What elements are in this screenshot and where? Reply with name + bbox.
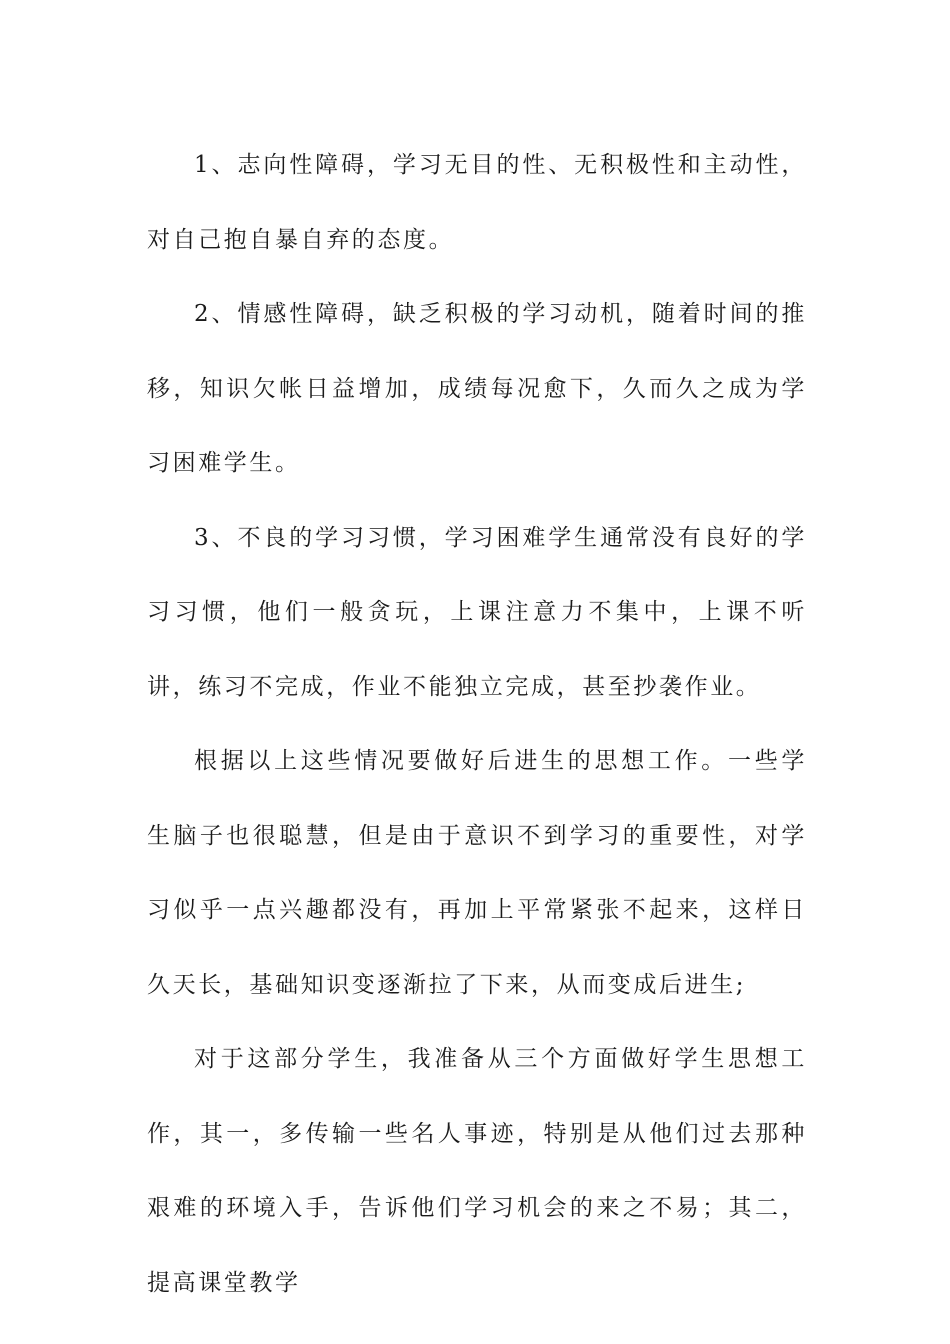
document-body — [147, 128, 807, 1320]
paragraph-3: 3、不良的学习习惯，学习困难学生通常没有良好的学习习惯，他们一般贪玩，上课注意力不集中，上课不听讲，练习不完成，作业不能独立完成，甚至抄袭作业。 — [147, 524, 807, 700]
paragraph-2: 2、情感性障碍，缺乏积极的学习动机，随着时间的推移，知识欠帐日益增加，成绩每况愈下，久而久之成为学习困难学生。 — [147, 301, 807, 476]
paragraph-4: 根据以上这些情况要做好后进生的思想工作。一些学生脑子也很聪慧，但是由于意识不到学习的重要性，对学习似乎一点兴趣都没有，再加上平常紧张不起来，这样日久天长，基础知识变逐渐拉了下来，从而变成后进生; — [147, 748, 807, 998]
paragraph-1: 1、志向性障碍，学习无目的性、无积极性和主动性，对自己抱自暴自弃的态度。 — [147, 152, 807, 253]
paragraph-5: 对于这部分学生，我准备从三个方面做好学生思想工作，其一，多传输一些名人事迹，特别是从他们过去那种艰难的环境入手，告诉他们学习机会的来之不易；其二，提高课堂教学 — [147, 1046, 807, 1296]
